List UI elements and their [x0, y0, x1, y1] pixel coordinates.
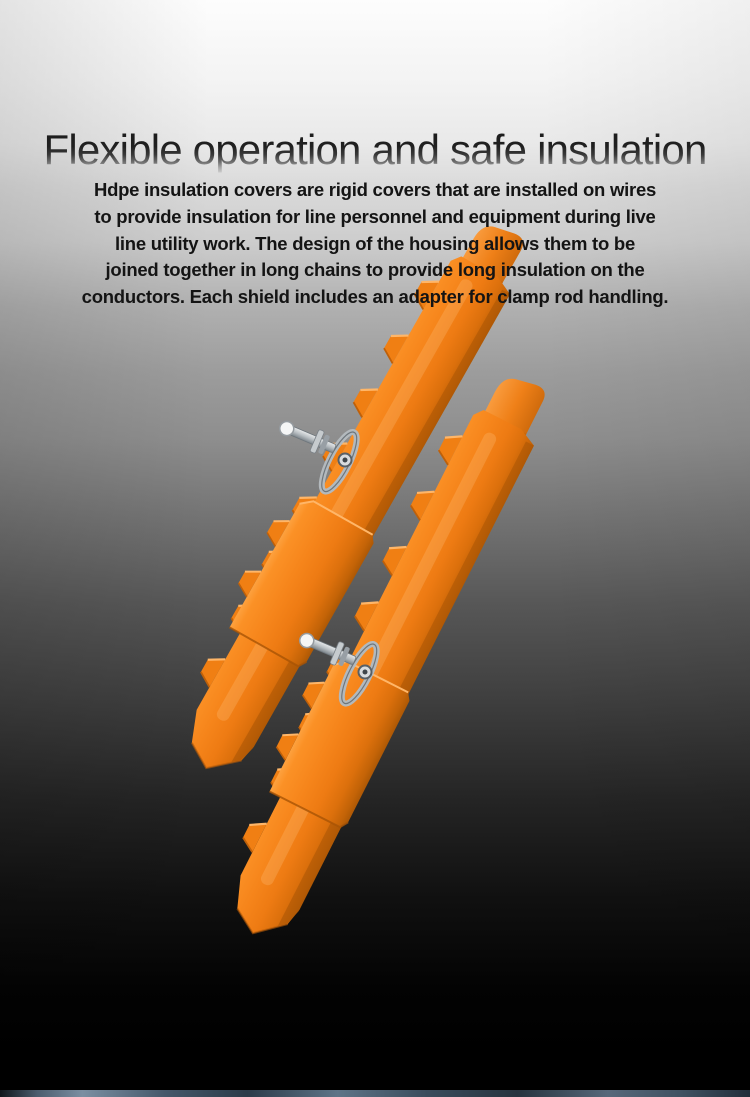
product-description: [0, 177, 750, 311]
description-line: conductors. Each shield includes an adapter for clamp rod handling.: [81, 286, 669, 308]
description-line: line utility work. The design of the housing allows them to be: [114, 232, 635, 254]
next-section-edge: [0, 1090, 750, 1097]
description-line: Hdpe insulation covers are rigid covers that are installed on wires: [93, 179, 657, 200]
page-title: Flexible operation and safe insulation: [0, 127, 750, 173]
description-line: joined together in long chains to provide long insulation on the: [105, 259, 645, 281]
description-line: to provide insulation for line personnel and equipment during live: [94, 205, 656, 227]
